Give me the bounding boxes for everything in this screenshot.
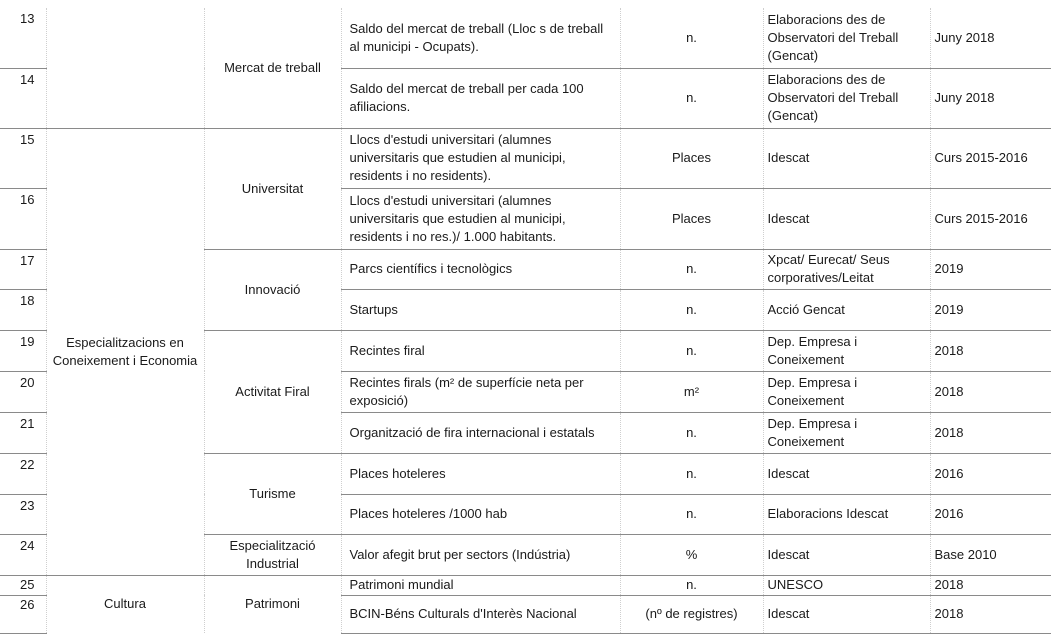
indicator-cell: Llocs d'estudi universitari (alumnes universitaris que estudien al municipi, residents i no res.)/ 1.000 habitants. (341, 188, 620, 249)
row-number: 18 (0, 289, 46, 330)
unit-cell: m² (620, 371, 763, 412)
source-cell: Dep. Empresa i Coneixement (763, 330, 930, 371)
source-cell: Xpcat/ Eurecat/ Seus corporatives/Leitat (763, 249, 930, 289)
date-cell: 2018 (930, 595, 1051, 633)
unit-cell: Places (620, 188, 763, 249)
source-cell: Idescat (763, 128, 930, 188)
subcategory-patrimoni: Patrimoni (204, 575, 341, 633)
source-cell: Idescat (763, 188, 930, 249)
date-cell: Curs 2015-2016 (930, 188, 1051, 249)
indicator-cell: Valor afegit brut per sectors (Indústria) (341, 534, 620, 575)
indicator-cell: Recintes firals (m² de superfície neta per exposició) (341, 371, 620, 412)
source-cell: Acció Gencat (763, 289, 930, 330)
unit-cell: % (620, 534, 763, 575)
row-number: 16 (0, 188, 46, 249)
row-number: 17 (0, 249, 46, 289)
category-econ: Especialitzacions en Coneixement i Economia (46, 128, 204, 575)
unit-cell: n. (620, 575, 763, 595)
source-cell: Dep. Empresa i Coneixement (763, 412, 930, 453)
row-number: 20 (0, 371, 46, 412)
date-cell: 2016 (930, 453, 1051, 494)
indicator-cell: Parcs científics i tecnològics (341, 249, 620, 289)
subcategory-firal: Activitat Firal (204, 330, 341, 453)
unit-cell: n. (620, 494, 763, 534)
unit-cell: n. (620, 289, 763, 330)
row-number: 15 (0, 128, 46, 188)
indicator-cell: Llocs d'estudi universitari (alumnes universitaris que estudien al municipi, residents i no residents). (341, 128, 620, 188)
source-cell: Idescat (763, 534, 930, 575)
indicator-cell: Saldo del mercat de treball (Lloc s de treball al municipi - Ocupats). (341, 8, 620, 68)
unit-cell: n. (620, 412, 763, 453)
unit-cell: n. (620, 249, 763, 289)
unit-cell: n. (620, 68, 763, 128)
indicator-cell: BCIN-Béns Culturals d'Interès Nacional (341, 595, 620, 633)
table-row (0, 128, 1051, 188)
date-cell: 2018 (930, 412, 1051, 453)
source-cell: Dep. Empresa i Coneixement (763, 371, 930, 412)
indicator-cell: Patrimoni mundial (341, 575, 620, 595)
source-cell: UNESCO (763, 575, 930, 595)
unit-cell: n. (620, 8, 763, 68)
indicator-cell: Saldo del mercat de treball per cada 100 afiliacions. (341, 68, 620, 128)
indicator-cell: Places hoteleres /1000 hab (341, 494, 620, 534)
row-number: 25 (0, 575, 46, 595)
date-cell: 2018 (930, 371, 1051, 412)
row-number: 24 (0, 534, 46, 575)
row-number: 21 (0, 412, 46, 453)
source-cell: Elaboracions des de Observatori del Treball (Gencat) (763, 8, 930, 68)
subcategory-mercat: Mercat de treball (204, 8, 341, 128)
row-number: 23 (0, 494, 46, 534)
table-row (0, 575, 1051, 595)
subcategory-universitat: Universitat (204, 128, 341, 249)
date-cell: 2019 (930, 289, 1051, 330)
date-cell: Juny 2018 (930, 8, 1051, 68)
date-cell: Juny 2018 (930, 68, 1051, 128)
row-number: 22 (0, 453, 46, 494)
row-number: 26 (0, 595, 46, 633)
source-cell: Elaboracions Idescat (763, 494, 930, 534)
date-cell: Curs 2015-2016 (930, 128, 1051, 188)
unit-cell: n. (620, 330, 763, 371)
date-cell: 2018 (930, 575, 1051, 595)
source-cell: Elaboracions des de Observatori del Treball (Gencat) (763, 68, 930, 128)
subcategory-turisme: Turisme (204, 453, 341, 534)
source-cell: Idescat (763, 453, 930, 494)
date-cell: 2018 (930, 330, 1051, 371)
category-cell-empty (46, 8, 204, 128)
date-cell: 2016 (930, 494, 1051, 534)
source-cell: Idescat (763, 595, 930, 633)
indicator-cell: Recintes firal (341, 330, 620, 371)
unit-cell: Places (620, 128, 763, 188)
date-cell: Base 2010 (930, 534, 1051, 575)
indicator-cell: Startups (341, 289, 620, 330)
indicator-cell: Places hoteleres (341, 453, 620, 494)
subcategory-innovacio: Innovació (204, 249, 341, 330)
indicator-cell: Organització de fira internacional i estatals (341, 412, 620, 453)
row-number: 14 (0, 68, 46, 128)
unit-cell: (nº de registres) (620, 595, 763, 633)
row-number: 13 (20, 11, 35, 26)
unit-cell: n. (620, 453, 763, 494)
table-row (0, 8, 1051, 68)
date-cell: 2019 (930, 249, 1051, 289)
subcategory-industrial: Especialització Industrial (204, 534, 341, 575)
indicators-table (0, 8, 1051, 634)
category-cultura: Cultura (46, 575, 204, 633)
row-number: 19 (0, 330, 46, 371)
